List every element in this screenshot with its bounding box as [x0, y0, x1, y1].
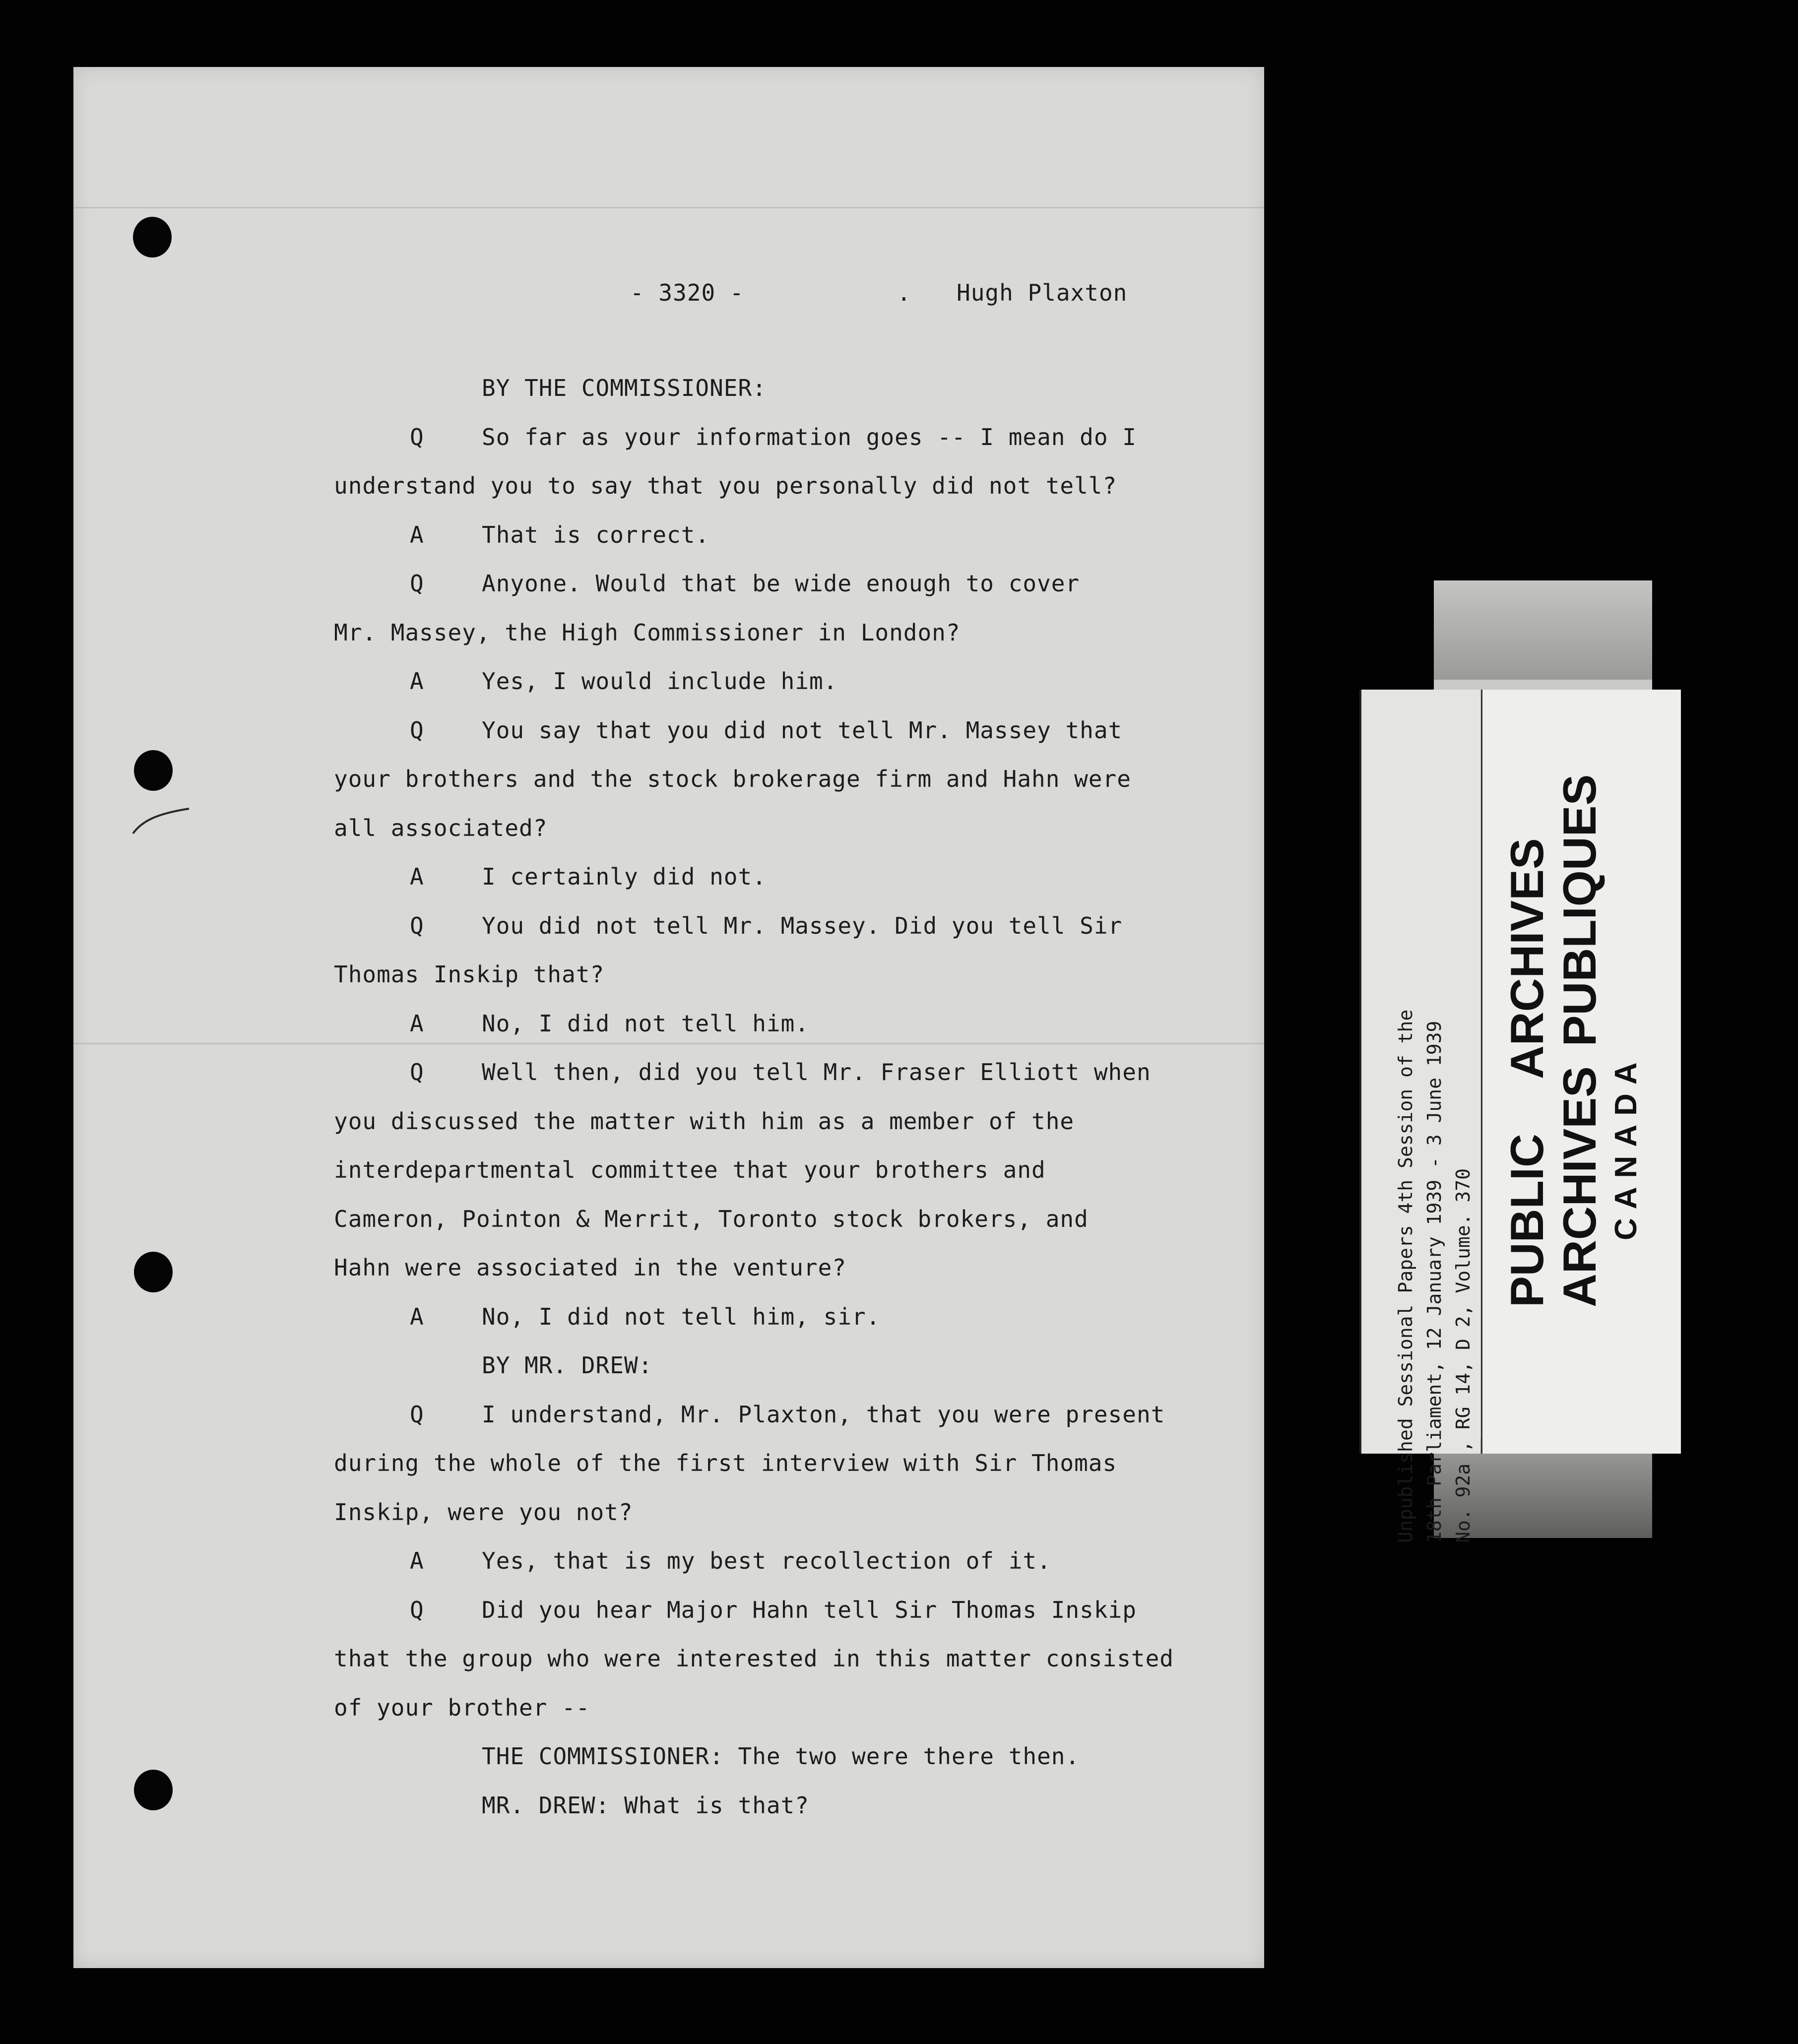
header-dot: . — [897, 279, 911, 306]
punch-hole — [134, 1252, 173, 1292]
citation-line: Unpublished Sessional Papers 4th Session of the — [1395, 1009, 1416, 1543]
question-marker: Q — [410, 1059, 424, 1086]
transcript-line: during the whole of the first interview with Sir Thomas — [334, 1450, 1117, 1476]
stamp-row-en — [1501, 774, 1553, 1307]
stamp-archives-fr: ARCHIVES — [1553, 1066, 1605, 1307]
transcript-line: Yes, that is my best recollection of it. — [482, 1547, 1051, 1574]
transcript-line: Anyone. Would that be wide enough to cover — [482, 570, 1080, 597]
question-marker: Q — [410, 912, 424, 939]
transcript-line: I certainly did not. — [482, 863, 767, 890]
answer-marker: A — [410, 521, 424, 548]
tape-top — [1434, 580, 1652, 680]
answer-marker: A — [410, 1303, 424, 1330]
archive-label — [1359, 580, 1687, 1543]
citation-line: No. 92a , RG 14, D 2, Volume. 370 — [1452, 1168, 1474, 1543]
punch-hole — [133, 217, 172, 257]
transcript-line: all associated? — [334, 815, 548, 841]
question-marker: Q — [410, 1401, 424, 1428]
pen-mark — [132, 806, 192, 836]
archives-stamp-text — [1501, 774, 1647, 1307]
fold-line — [73, 1043, 1264, 1044]
witness-name: Hugh Plaxton — [957, 279, 1128, 306]
question-marker: Q — [410, 424, 424, 450]
transcript-line: Did you hear Major Hahn tell Sir Thomas Inskip — [482, 1597, 1137, 1623]
transcript-line: BY MR. DREW: — [482, 1352, 653, 1379]
label-slip — [1359, 690, 1480, 1543]
stamp-public: PUBLIC — [1501, 1134, 1553, 1307]
transcript-line: that the group who were interested in this matter consisted — [334, 1645, 1174, 1672]
answer-marker: A — [410, 1547, 424, 1574]
transcript-line: Mr. Massey, the High Commissioner in London? — [334, 619, 961, 646]
transcript-line: THE COMMISSIONER: The two were there then. — [482, 1743, 1080, 1770]
transcript-line: of your brother -- — [334, 1694, 590, 1721]
transcript-line: your brothers and the stock brokerage firm and Hahn were — [334, 766, 1131, 792]
transcript-line: No, I did not tell him, sir. — [482, 1303, 881, 1330]
transcript-line: Yes, I would include him. — [482, 668, 838, 695]
transcript-line: No, I did not tell him. — [482, 1010, 809, 1037]
transcript-line: understand you to say that you personally did not tell? — [334, 472, 1117, 499]
transcript-line: I understand, Mr. Plaxton, that you were present — [482, 1401, 1165, 1428]
transcript-line: Inskip, were you not? — [334, 1499, 633, 1526]
transcript-line: MR. DREW: What is that? — [482, 1792, 809, 1819]
page-number: - 3320 - — [630, 279, 744, 306]
fold-line — [73, 207, 1264, 208]
transcript-page — [73, 67, 1264, 1968]
transcript-line: Cameron, Pointon & Merrit, Toronto stock brokers, and — [334, 1206, 1089, 1232]
stamp-publiques: PUBLIQUES — [1553, 774, 1605, 1047]
stamp-archives-en: ARCHIVES — [1501, 838, 1553, 1080]
answer-marker: A — [410, 1010, 424, 1037]
transcript-line: You did not tell Mr. Massey. Did you tell Sir — [482, 912, 1123, 939]
question-marker: Q — [410, 1597, 424, 1623]
transcript-line: Thomas Inskip that? — [334, 961, 605, 988]
transcript-line: interdepartmental committee that your brothers and — [334, 1156, 1046, 1183]
citation-line: 18th Parliament, 12 January 1939 - 3 June 1939 — [1423, 1021, 1445, 1543]
transcript-line: BY THE COMMISSIONER: — [482, 375, 767, 401]
transcript-line: Well then, did you tell Mr. Fraser Elliott when — [482, 1059, 1151, 1086]
stamp-country: CANADA — [1609, 1053, 1643, 1240]
transcript-line: That is correct. — [482, 521, 710, 548]
transcript-line: you discussed the matter with him as a member of the — [334, 1108, 1075, 1135]
punch-hole — [134, 750, 173, 791]
answer-marker: A — [410, 863, 424, 890]
sessional-papers-citation — [1391, 1010, 1477, 1543]
transcript-line: Hahn were associated in the venture? — [334, 1254, 846, 1281]
transcript-line: So far as your information goes -- I mean do I — [482, 424, 1137, 450]
question-marker: Q — [410, 570, 424, 597]
answer-marker: A — [410, 668, 424, 695]
question-marker: Q — [410, 717, 424, 744]
transcript-line: You say that you did not tell Mr. Massey that — [482, 717, 1123, 744]
punch-hole — [134, 1770, 173, 1810]
stamp-row-fr — [1553, 774, 1606, 1307]
